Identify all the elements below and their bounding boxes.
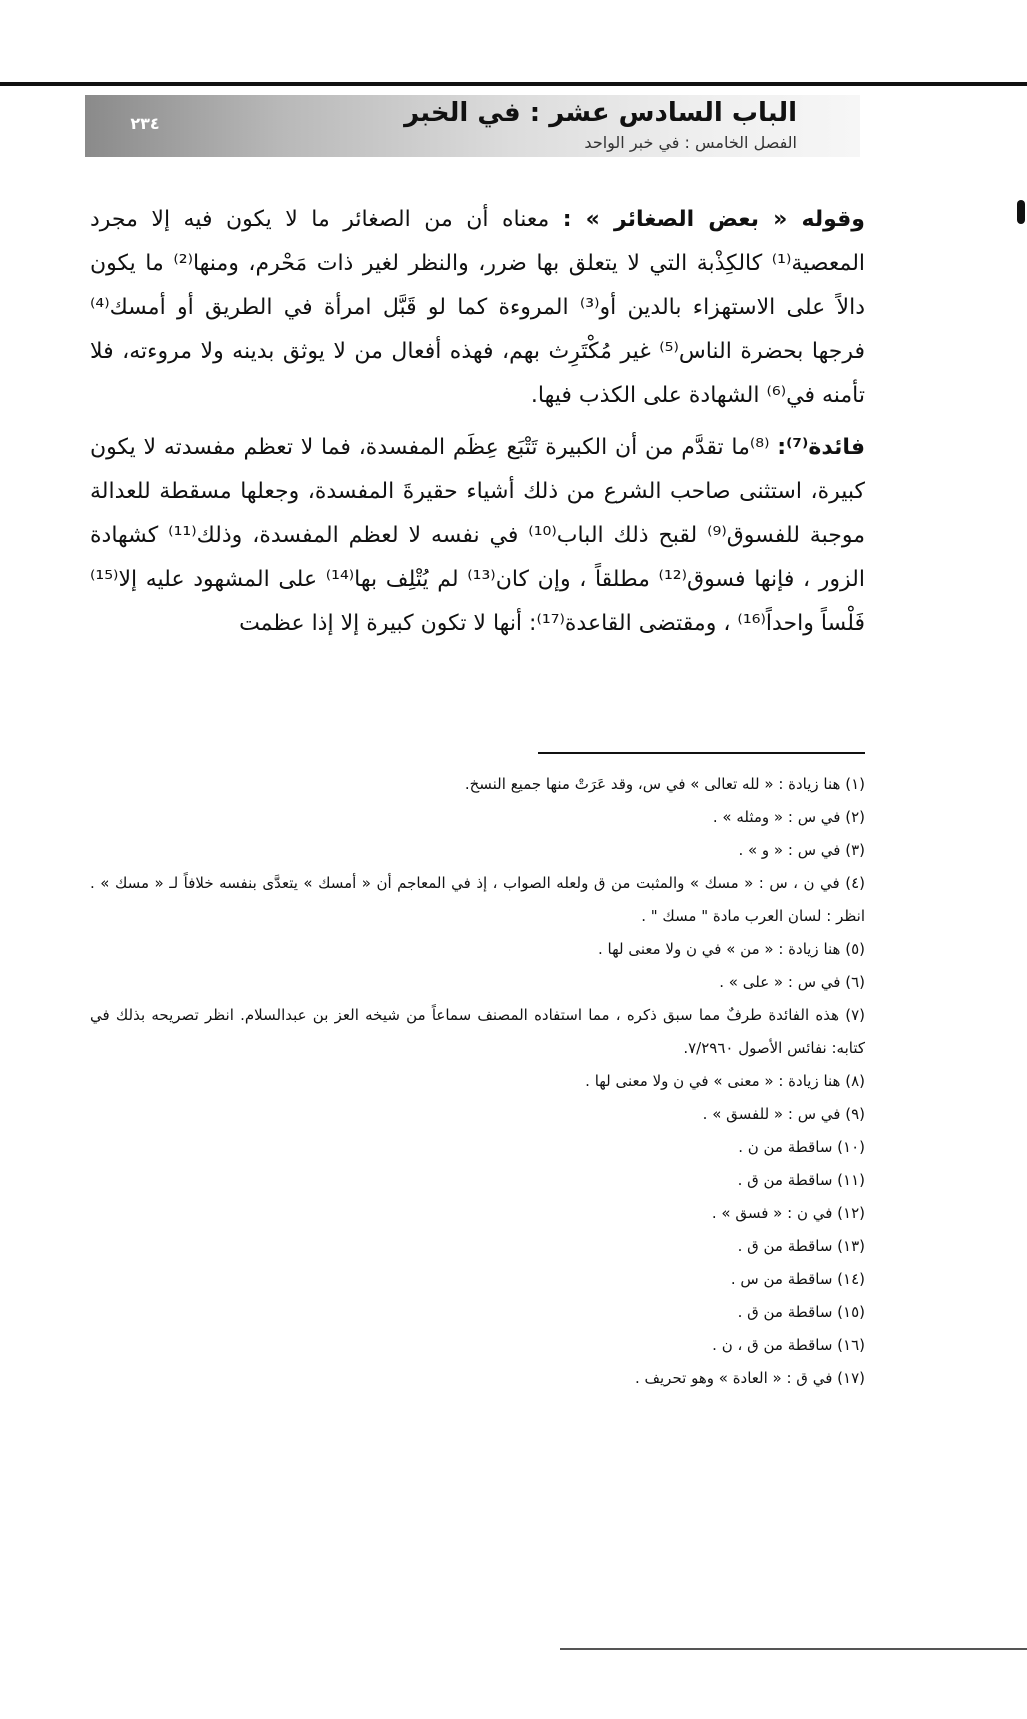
footnote-5: (٥) هنا زيادة : « من » في ن ولا معنى لها . [598,940,865,958]
footnote-12: (١٢) في ن : « فسق » . [711,1204,865,1222]
footnote-16: (١٦) ساقطة من ق ، ن . [712,1336,865,1354]
footnote-4: (٤) في ن ، س : « مسك » والمثبت من ق ولعله الصواب ، إذ في المعاجم أن « أمسك » يتعدَّى بنفسه خلافاً لـ « مسك » . انظر : لسان العرب مادة " مسك " . [90,874,865,925]
section-title: الفصل الخامس : في خبر الواحد [584,133,797,152]
footnote-17: (١٧) في ق : « العادة » وهو تحريف . [634,1369,865,1387]
top-rule [0,82,1027,86]
footnote-7: (٧) هذه الفائدة طرفٌ مما سبق ذكره ، مما استفاده المصنف سماعاً من شيخه العز بن عبدالسلام. انظر تصريحه بذلك في كتابه: نفائس الأصول ٧/٢٩٦٠. [90,1006,865,1057]
footnote-separator [538,752,865,754]
footnote-13: (١٣) ساقطة من ق . [737,1237,865,1255]
footnote-2: (٢) في س : « ومثله » . [712,808,865,826]
page-number: ٢٣٤ [130,114,160,133]
paragraph-1 [90,198,865,418]
footnote-15: (١٥) ساقطة من ق . [737,1303,865,1321]
footnote-6: (٦) في س : « على » . [719,973,865,991]
footnote-11: (١١) ساقطة من ق . [737,1171,865,1189]
margin-mark [1017,200,1025,224]
bottom-rule [560,1648,1027,1650]
footnote-3: (٣) في س : « و » . [738,841,865,859]
paragraph-2 [90,426,865,646]
paragraph-1-lead: وقوله « بعض الصغائر » : [562,207,865,232]
chapter-title: الباب السادس عشر : في الخبر [404,98,797,128]
paragraph-1-text: معناه أن من الصغائر ما لا يكون فيه إلا مجرد المعصية⁽¹⁾ كالكِذْبة التي لا يتعلق بها ضرر، والنظر لغير ذات مَحْرم، ومنها⁽²⁾ ما يكون دالاً على الاستهزاء بالدين أو⁽³⁾ المروءة كما لو قَبَّل امرأة في الطريق أو أمسك⁽⁴⁾ فرجها بحضرة الناس⁽⁵⁾ غير مُكْتَرِث بهم، فهذه أفعال من لا يوثق بدينه ولا مروءته، فلا تأمنه في⁽⁶⁾ الشهادة على الكذب فيها. [90,207,866,408]
footnote-14: (١٤) ساقطة من س . [730,1270,865,1288]
paragraph-2-text: ⁽⁸⁾ما تقدَّم من أن الكبيرة تَتْبَع عِظَم المفسدة، فما لا تعظم مفسدته لا يكون كبيرة، استثنى صاحب الشرع من ذلك أشياء حقيرةَ المفسدة، وجعلها مسقطة للعدالة موجبة للفسوق⁽⁹⁾ لقبح ذلك الباب⁽¹⁰⁾ في نفسه لا لعظم المفسدة، وذلك⁽¹¹⁾ كشهادة الزور ، فإنها فسوق⁽¹²⁾ مطلقاً ، وإن كان⁽¹³⁾ لم يُتْلِف بها⁽¹⁴⁾ على المشهود عليه إلا⁽¹⁵⁾ فَلْساً واحداً⁽¹⁶⁾ ، ومقتضى القاعدة⁽¹⁷⁾: أنها لا تكون كبيرة إلا إذا عظمت [90,435,865,636]
footnote-1: (١) هنا زيادة : « لله تعالى » في س، وقد عَرَتْ منها جميع النسخ. [464,775,865,793]
paragraph-2-lead: فائدة⁽⁷⁾: [777,435,866,460]
footnote-10: (١٠) ساقطة من ن . [738,1138,865,1156]
footnote-8: (٨) هنا زيادة : « معنى » في ن ولا معنى لها . [585,1072,865,1090]
main-text [90,198,865,646]
footnote-9: (٩) في س : « للفسق » . [702,1105,865,1123]
footnotes [90,768,865,1395]
